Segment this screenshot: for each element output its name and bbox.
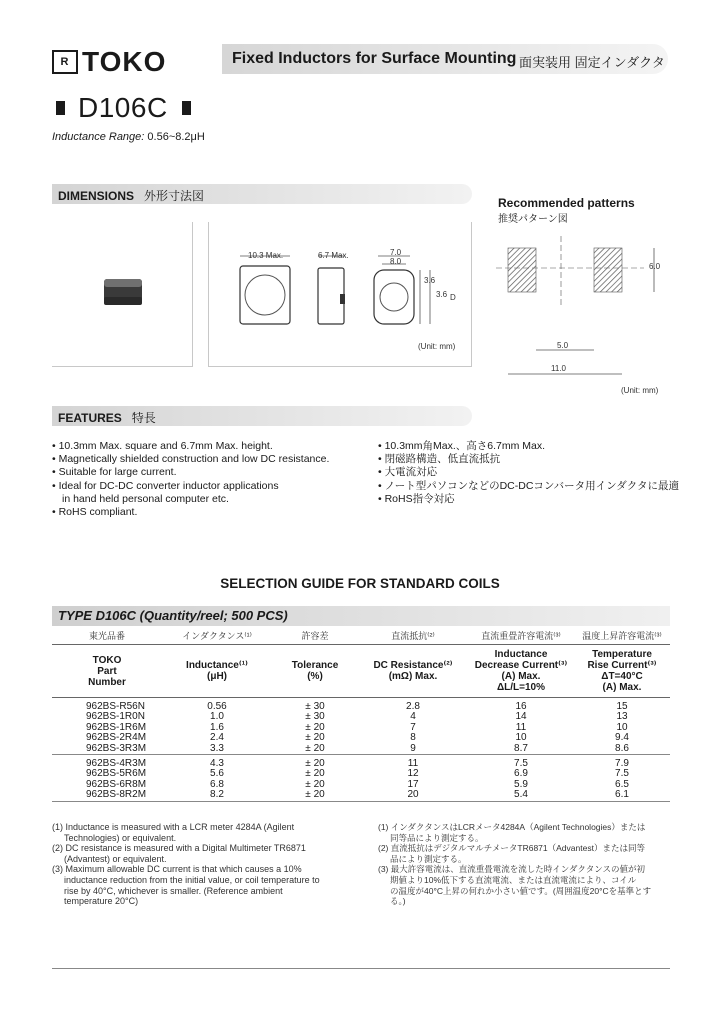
features-list-jp (378, 440, 679, 506)
features-heading-jp: 特長 (131, 411, 156, 425)
cell-decrease-current: 10 (515, 732, 527, 743)
brand-name: TOKO (82, 46, 167, 77)
feature-jp: • 10.3mm角Max.、高さ6.7mm Max. (378, 440, 546, 452)
cell-decrease-current: 7.5 (514, 757, 528, 769)
jp-col-header: 直流重畳許容電流⁽³⁾ (468, 627, 574, 645)
dimensions-heading (58, 187, 204, 204)
cell-resistance: 8 (410, 732, 416, 743)
part-marker-left (56, 101, 65, 115)
cell-rise-current: 6.1 (574, 790, 670, 801)
note-line-jp: (2) 直流抵抗はデジタルマルチメータTR6871（Advantest）または同等 (378, 843, 645, 854)
col-header-rise-current (574, 645, 670, 698)
cell-part: 962BS-4R3M (86, 757, 147, 769)
selection-table (52, 627, 670, 802)
col-header-decrease-current (468, 645, 574, 698)
dimensions-unit: (Unit: mm) (418, 342, 456, 351)
cell-rise-current: 9.4 (615, 732, 629, 743)
feature-en: • Suitable for large current. (52, 466, 177, 479)
recommended-pattern-drawing (494, 228, 670, 378)
inductor-photo (100, 275, 148, 309)
table-jp-header-row (52, 627, 670, 645)
feature-en: • Magnetically shielded construction and low DC resistance. (52, 453, 330, 466)
feature-jp: • ノート型パソコンなどのDC-DCコンバータ用インダクタに最適 (378, 479, 680, 492)
col-header-tolerance (272, 645, 358, 698)
feature-en: • 10.3mm Max. square and 6.7mm Max. height. (52, 440, 273, 452)
pattern-height: 6.0 (649, 262, 661, 271)
pattern-unit: (Unit: mm) (621, 386, 659, 395)
dim-width: 10.3 Max. (248, 251, 284, 260)
product-title-jp: 面実装用 固定インダクタ (519, 55, 665, 70)
cell-tolerance: ± 20 (305, 757, 325, 769)
cell-rise-current: 13 (616, 711, 628, 722)
note-line-en: rise by 40°C, whichever is smaller. (Reference ambient (64, 885, 283, 896)
cell-resistance: 4 (410, 711, 416, 722)
cell-inductance: 3.3 (162, 744, 272, 755)
cell-tolerance: ± 20 (272, 790, 358, 801)
cell-rise-current: 10 (616, 721, 628, 733)
note-line-en: Technologies) or equivalent. (64, 832, 177, 843)
cell-decrease-current: 16 (515, 700, 527, 712)
table-row (52, 733, 670, 744)
header-line: (mΩ) Max. (388, 671, 438, 682)
header-line: Part (97, 665, 117, 677)
cell-resistance: 11 (407, 757, 419, 769)
features-heading (58, 409, 156, 426)
note-line-en: (Advantest) or equivalent. (64, 853, 167, 864)
header-line: Rise Current⁽³⁾ (587, 660, 657, 671)
col-header-dc-resistance (358, 645, 468, 698)
dim-inner: 8.0 (390, 257, 402, 266)
cell-inductance: 4.3 (210, 757, 224, 769)
header-line: Inductance (494, 649, 548, 660)
footer-rule (52, 968, 670, 969)
range-value: 0.56~8.2μH (147, 131, 205, 143)
dim-height: 6.7 Max. (318, 251, 349, 260)
note-line-jp: (1) インダクタンスはLCRメータ4284A（Agilent Technologies）または (378, 822, 646, 832)
cell-rise-current: 7.5 (615, 768, 629, 779)
recommended-title-jp: 推奨パターン図 (498, 214, 568, 225)
toko-logo (52, 46, 166, 78)
note-line-en: (2) DC resistance is measured with a Digital Multimeter TR6871 (52, 843, 306, 854)
header-line: Decrease Current⁽³⁾ (474, 660, 568, 671)
cell-tolerance: ± 20 (305, 732, 325, 743)
cell-decrease-current: 8.7 (468, 744, 574, 755)
header-line: Inductance⁽¹⁾ (186, 660, 248, 671)
cell-rise-current: 15 (616, 700, 628, 712)
cell-resistance: 12 (407, 768, 419, 779)
header-line: Temperature (592, 649, 652, 660)
recommended-title: Recommended patterns (498, 196, 635, 210)
pattern-gap: 5.0 (557, 341, 569, 350)
pattern-width: 11.0 (551, 364, 566, 373)
note-line-jp: の温度が40°C上昇の何れか小さい値です。(周囲温度20°Cを基準とす (390, 885, 652, 896)
toko-logo-mark: R (52, 50, 78, 74)
cell-tolerance: ± 20 (272, 744, 358, 755)
note-line-en: (3) Maximum allowable DC current is that which causes a 10% (52, 864, 302, 875)
cell-resistance: 7 (410, 721, 416, 733)
part-marker-right (182, 101, 191, 115)
cell-rise-current: 6.5 (615, 778, 629, 790)
jp-col-header: 許容差 (272, 627, 358, 645)
jp-col-header: 直流抵抗⁽²⁾ (358, 627, 468, 645)
cell-tolerance: ± 30 (305, 711, 325, 722)
cell-inductance: 2.4 (210, 732, 224, 743)
note-line-jp: 同等品により測定する。 (390, 832, 484, 843)
features-heading-en: FEATURES (58, 411, 122, 425)
cell-tolerance: ± 20 (305, 778, 325, 790)
inductance-range (52, 131, 205, 143)
cell-rise-current: 7.9 (615, 757, 629, 769)
feature-en: • Ideal for DC-DC converter inductor applications (52, 479, 279, 492)
table-header-row (52, 645, 670, 698)
range-label: Inductance Range: (52, 131, 145, 143)
cell-decrease-current: 14 (515, 711, 527, 722)
cell-part: 962BS-1R0N (86, 711, 145, 722)
col-header-inductance (162, 645, 272, 698)
note-line-jp: 期値より10%低下する直流電流、または直流電流により、コイル (390, 874, 637, 885)
note-line-jp: (3) 最大許容電流は、直流重畳電流を流した時インダクタンスの値が初 (378, 864, 645, 875)
cell-part: 962BS-R56N (86, 700, 145, 712)
cell-decrease-current: 11 (515, 721, 527, 733)
cell-part: 962BS-6R8M (86, 778, 147, 790)
cell-inductance: 0.56 (207, 700, 227, 712)
cell-inductance: 1.6 (210, 721, 224, 733)
cell-part: 962BS-3R3M (52, 744, 162, 755)
cell-inductance: 8.2 (162, 790, 272, 801)
cell-decrease-current: 5.4 (468, 790, 574, 801)
header-line: (A) Max. (602, 682, 642, 693)
cell-part: 962BS-1R6M (86, 721, 147, 733)
cell-part: 962BS-5R6M (86, 768, 147, 779)
type-label: TYPE D106C (Quantity/reel; 500 PCS) (58, 608, 288, 623)
cell-part: 962BS-8R2M (52, 790, 162, 801)
feature-en: • RoHS compliant. (52, 506, 138, 519)
part-number: D106C (78, 92, 168, 123)
cell-decrease-current: 6.9 (514, 768, 528, 779)
cell-inductance: 1.0 (210, 711, 224, 722)
cell-inductance: 5.6 (210, 768, 224, 779)
dimension-drawing (232, 246, 462, 346)
feature-jp: • 閉磁路構造、低直流抵抗 (378, 453, 501, 466)
dim-mark: D (450, 293, 456, 302)
note-line-jp: 品により測定する。 (390, 853, 467, 864)
note-line-jp: る。) (390, 896, 406, 907)
cell-tolerance: ± 20 (305, 721, 325, 733)
table-row (52, 712, 670, 723)
jp-col-header: 東光品番 (52, 627, 162, 645)
notes-en (52, 822, 362, 907)
selection-guide-title: SELECTION GUIDE FOR STANDARD COILS (220, 576, 500, 591)
header-line: Tolerance (291, 660, 339, 671)
cell-decrease-current: 5.9 (514, 778, 528, 790)
header-line: Number (88, 676, 126, 688)
feature-jp: • 大電流対応 (378, 466, 438, 479)
jp-col-header: 温度上昇許容電流⁽³⁾ (574, 627, 670, 645)
cell-resistance: 9 (358, 744, 468, 755)
dim-pad-1: 3.6 (424, 276, 436, 285)
features-list-en (52, 440, 329, 519)
jp-col-header: インダクタンス⁽¹⁾ (162, 627, 272, 645)
header-line: DC Resistance⁽²⁾ (373, 660, 453, 671)
header-line: (μH) (207, 671, 227, 682)
cell-rise-current: 8.6 (574, 744, 670, 755)
header-line: (A) Max. (501, 671, 541, 682)
note-line-en: inductance reduction from the initial value, or coil temperature to (64, 874, 320, 885)
dimensions-heading-en: DIMENSIONS (58, 189, 135, 203)
header-line: ΔL/L=10% (496, 682, 546, 693)
feature-en: in hand held personal computer etc. (62, 492, 229, 505)
header-line: TOKO (92, 654, 122, 666)
cell-resistance: 20 (358, 790, 468, 801)
note-line-en: (1) Inductance is measured with a LCR meter 4284A (Agilent (52, 822, 295, 832)
notes-jp (378, 822, 670, 907)
cell-inductance: 6.8 (210, 778, 224, 790)
cell-tolerance: ± 20 (305, 768, 325, 779)
dim-pad-2: 3.6 (436, 290, 448, 299)
feature-jp: • RoHS指令対応 (378, 492, 455, 505)
col-header-part (52, 645, 162, 698)
cell-part: 962BS-2R4M (86, 732, 147, 743)
table-row (52, 769, 670, 780)
table-row (52, 744, 670, 755)
cell-resistance: 2.8 (406, 700, 420, 712)
cell-resistance: 17 (407, 778, 419, 790)
product-title: Fixed Inductors for Surface Mounting (232, 50, 517, 67)
dim-outer: 7.0 (390, 248, 402, 257)
header-line: (%) (307, 671, 323, 682)
table-row (52, 790, 670, 801)
dimensions-heading-jp: 外形寸法図 (144, 189, 205, 203)
note-line-en: temperature 20°C) (64, 896, 139, 907)
cell-tolerance: ± 30 (305, 700, 325, 712)
header-line: ΔT=40°C (601, 671, 643, 682)
